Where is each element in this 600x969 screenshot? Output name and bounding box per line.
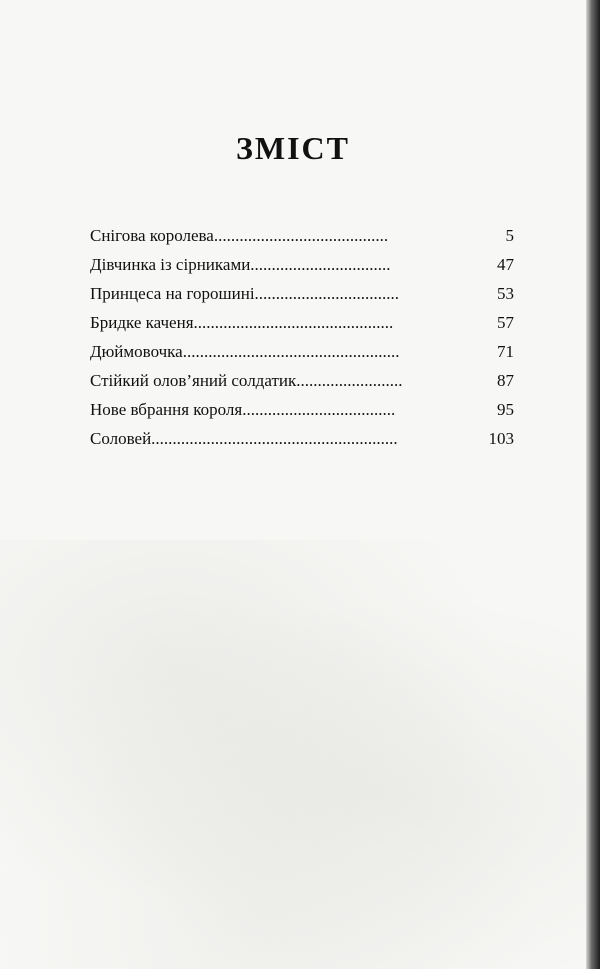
toc-entry-page: 71 (497, 342, 514, 361)
toc-entry-title: Снігова королева......................................... (90, 226, 389, 245)
toc-entry (90, 284, 514, 313)
toc-entry-title: Нове вбрання короля.................................... (90, 400, 396, 419)
page-title: ЗМІСТ (236, 130, 350, 166)
toc-entry-title: Дівчинка із сірниками................................. (90, 255, 391, 274)
toc-entry-page: 53 (497, 284, 514, 303)
toc-entry-title: Дюймовочка................................................... (90, 342, 400, 361)
toc-entry-title: Бридке каченя............................................... (90, 313, 394, 332)
bleed-through-illustration (0, 540, 586, 969)
toc-entry (90, 313, 514, 342)
page-edge-shadow (586, 0, 600, 969)
toc-entry (90, 371, 514, 400)
toc-entry-page: 5 (505, 226, 514, 245)
toc-entry (90, 255, 514, 284)
toc-entry-title: Соловей.......................................................... (90, 429, 398, 448)
toc-entry-title: Стійкий олов’яний солдатик......................... (90, 371, 403, 390)
toc-entry-page: 87 (497, 371, 514, 390)
toc-entry (90, 429, 514, 458)
toc-entry-page: 103 (488, 429, 514, 448)
toc-entry (90, 342, 514, 371)
toc-entry-page: 95 (497, 400, 514, 419)
toc-entry-title: Принцеса на горошині.................................. (90, 284, 400, 303)
toc-entry-page: 57 (497, 313, 514, 332)
toc-entry-page: 47 (497, 255, 514, 274)
toc-entry (90, 400, 514, 429)
table-of-contents (90, 226, 514, 458)
toc-entry (90, 226, 514, 255)
